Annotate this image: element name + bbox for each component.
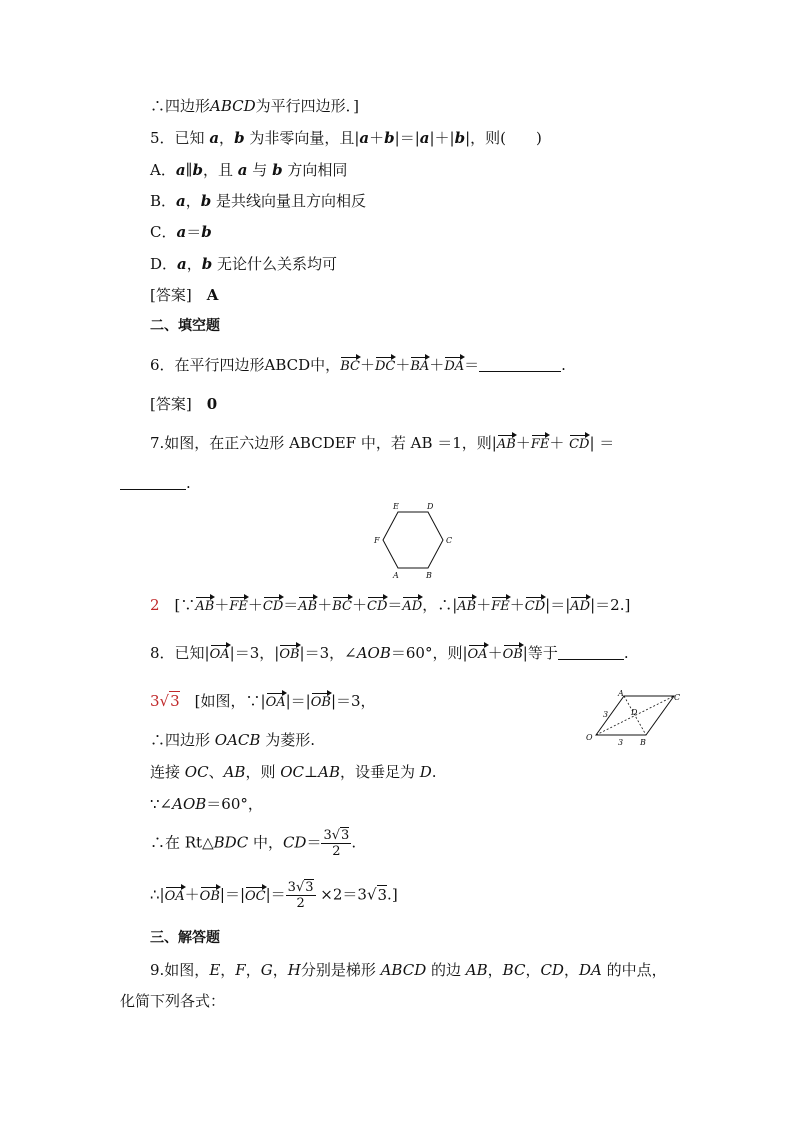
rhombus-side-oa-label: 3 — [603, 710, 609, 719]
rhombus-label-o: O — [586, 733, 593, 742]
answer-7: 2 [∵AB＋FE＋CD＝AB＋BC＋CD＝AD，∴|AB＋FE＋CD|＝|AD|＝2.] — [150, 595, 630, 617]
solution-8-step-1: ∴四边形 OACB 为菱形. — [150, 731, 315, 749]
option-d: D．a，b 无论什么关系均可 — [150, 255, 338, 273]
solution-8-step-2: 连接 OC、AB，则 OC⊥AB，设垂足为 D. — [150, 763, 437, 781]
rhombus-label-d: D — [631, 708, 638, 717]
hex-label-d: D — [427, 502, 434, 511]
question-6: 6．在平行四边形ABCD中，BC＋DC＋BA＋DA＝ . — [150, 355, 566, 377]
option-c: C．a＝b — [150, 223, 212, 241]
solution-8-step-5: ∴|OA＋OB|＝|OC|＝ $\frac{3√3}{2}$ ×2＝3√3.] — [150, 880, 398, 911]
solution-8-step-4: ∴在 Rt△BDC 中，CD＝ $\frac{3√3}{2}$ . — [150, 828, 357, 859]
option-b: B．a，b 是共线向量且方向相反 — [150, 192, 367, 210]
hex-label-a: A — [393, 571, 399, 580]
hex-label-c: C — [446, 536, 453, 545]
rhombus-figure — [584, 688, 684, 748]
section-heading-solve: 三、解答题 — [150, 930, 220, 946]
question-8: 8．已知|OA|＝3，|OB|＝3，∠AOB＝60°，则|OA＋OB|等于 . — [150, 643, 629, 665]
question-9-line-2: 化简下列各式： — [120, 992, 226, 1010]
hex-label-e: E — [393, 502, 399, 511]
rhombus-label-b: B — [640, 738, 646, 747]
question-7-blank: . — [120, 473, 191, 493]
hex-label-b: B — [426, 571, 432, 580]
question-9-line-1: 9.如图，E，F，G，H分别是梯形 ABCD 的边 AB，BC，CD，DA 的中点， — [150, 961, 667, 979]
text-line-parallelogram-conclusion: ∴四边形ABCD为平行四边形．] — [150, 97, 360, 115]
rhombus-label-a: A — [618, 689, 624, 698]
answer-8: 3√3 [如图，∵|OA|＝|OB|＝3， — [150, 691, 376, 713]
solution-8-step-3: ∵∠AOB＝60°， — [150, 795, 263, 813]
hexagon-figure — [368, 500, 458, 582]
question-7: 7.如图，在正六边形 ABCDEF 中，若 AB ＝1，则|AB＋FE＋ CD| ＝ — [150, 433, 614, 455]
answer-6: [答案] 0 — [150, 395, 218, 413]
rhombus-side-ob-label: 3 — [618, 738, 624, 747]
section-heading-fill-blank: 二、填空题 — [150, 318, 220, 334]
rhombus-label-c: C — [674, 693, 681, 702]
option-a: A．a∥b，且 a 与 b 方向相同 — [150, 161, 348, 179]
hex-label-f: F — [374, 536, 380, 545]
answer-5: [答案] A — [150, 286, 219, 304]
question-5: 5．已知 a，b 为非零向量，且|a＋b|＝|a|＋|b|，则( ) — [150, 129, 542, 147]
